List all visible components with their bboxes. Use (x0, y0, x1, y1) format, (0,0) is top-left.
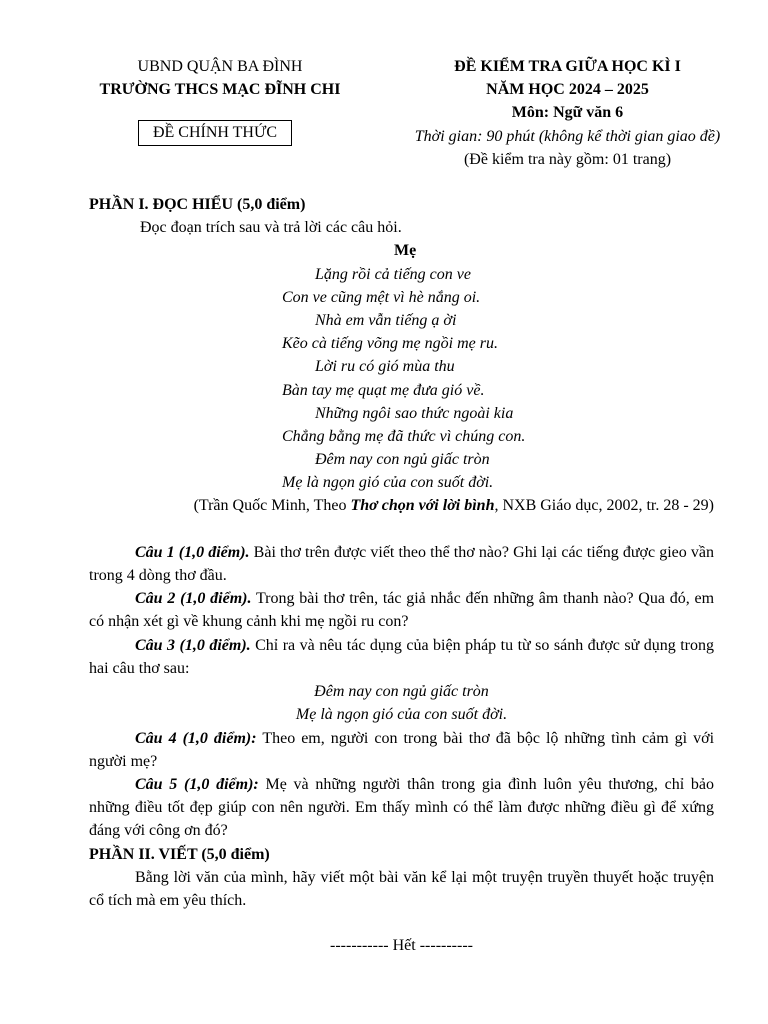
part1-title: PHẦN I. ĐỌC HIỂU (5,0 điểm) (89, 196, 306, 213)
poem-line: Mẹ là ngọn gió của con suốt đời. (282, 474, 494, 492)
part2-title: PHẦN II. VIẾT (5,0 điểm) (89, 845, 270, 863)
question-2 (89, 587, 714, 633)
source-prefix: (Trần Quốc Minh, Theo (193, 497, 351, 515)
official-exam-box: ĐỀ CHÍNH THỨC (138, 120, 292, 146)
poem-line: Lặng rồi cả tiếng con ve (315, 265, 471, 283)
poem-source (89, 494, 714, 517)
question-label: Câu 3 (1,0 điểm). (135, 636, 251, 654)
exam-header (400, 55, 735, 171)
school-name: TRƯỜNG THCS MẠC ĐĨNH CHI (99, 81, 341, 99)
question-text: Theo em, người con trong bài thơ đã bộc lộ những tình cảm gì với người mẹ? (89, 729, 715, 770)
question-4 (89, 727, 714, 773)
poem-line: Kẽo cà tiếng võng mẹ ngồi mẹ ru. (282, 335, 498, 353)
poem-line: Lời ru có gió mùa thu (315, 358, 455, 376)
source-suffix: , NXB Giáo dục, 2002, tr. 28 - 29) (494, 497, 714, 515)
question-label: Câu 4 (1,0 điểm): (135, 729, 257, 747)
poem-line: Bàn tay mẹ quạt mẹ đưa gió về. (282, 381, 485, 399)
part1-instruction: Đọc đoạn trích sau và trả lời các câu hỏi. (140, 219, 402, 237)
poem-line: Chẳng bằng mẹ đã thức vì chúng con. (282, 427, 526, 445)
time-limit: Thời gian: 90 phút (không kể thời gian giao đề) (414, 127, 721, 145)
question-text: Trong bài thơ trên, tác giả nhắc đến những âm thanh nào? Qua đó, em có nhận xét gì về khung cảnh khi mẹ ngồi ru con? (89, 590, 715, 631)
exam-body (89, 193, 714, 912)
poem-line: Đêm nay con ngủ giấc tròn (315, 451, 490, 469)
exam-title: ĐỀ KIỂM TRA GIỮA HỌC KÌ I (454, 58, 681, 75)
part2-prompt: Bằng lời văn của mình, hãy viết một bài văn kể lại một truyện truyền thuyết hoặc truyện cổ tích mà em yêu thích. (89, 868, 714, 909)
question-text: Bài thơ trên được viết theo thể thơ nào? Ghi lại các tiếng được gieo vần trong 4 dòng thơ đầu. (89, 543, 714, 585)
question-1 (89, 541, 714, 587)
question-text: Chỉ ra và nêu tác dụng của biện pháp tu từ so sánh được sử dụng trong hai câu thơ sau: (89, 636, 715, 677)
source-book-title: Thơ chọn với lời bình (350, 497, 495, 515)
question-text: Mẹ và những người thân trong gia đình luôn yêu thương, chỉ bảo những điều tốt đẹp giúp con nên người. Em thấy mình có thể làm được những điều gì để xứng đáng với công ơn đó? (89, 775, 715, 840)
poem-line: Những ngôi sao thức ngoài kia (315, 404, 514, 422)
question-3 (89, 634, 714, 680)
school-header (80, 55, 360, 101)
question-label: Câu 5 (1,0 điểm): (135, 775, 259, 793)
poem-title: Mẹ (394, 242, 417, 260)
page-count-note: (Đề kiểm tra này gồm: 01 trang) (463, 150, 672, 168)
end-marker: ----------- Hết ---------- (330, 937, 473, 954)
subject: Môn: Ngữ văn 6 (511, 104, 624, 122)
question-5 (89, 773, 714, 843)
district-name: UBND QUẬN BA ĐÌNH (137, 58, 303, 75)
question-label: Câu 2 (1,0 điểm). (135, 590, 252, 608)
question-label: Câu 1 (1,0 điểm). (135, 543, 250, 561)
poem-line: Con ve cũng mệt vì hè nắng oi. (282, 288, 481, 306)
quoted-poem-line: Đêm nay con ngủ giấc tròn (314, 683, 489, 701)
school-year: NĂM HỌC 2024 – 2025 (486, 81, 649, 99)
quoted-poem-line: Mẹ là ngọn gió của con suốt đời. (295, 706, 508, 724)
poem-line: Nhà em vẫn tiếng ạ ời (315, 311, 457, 329)
